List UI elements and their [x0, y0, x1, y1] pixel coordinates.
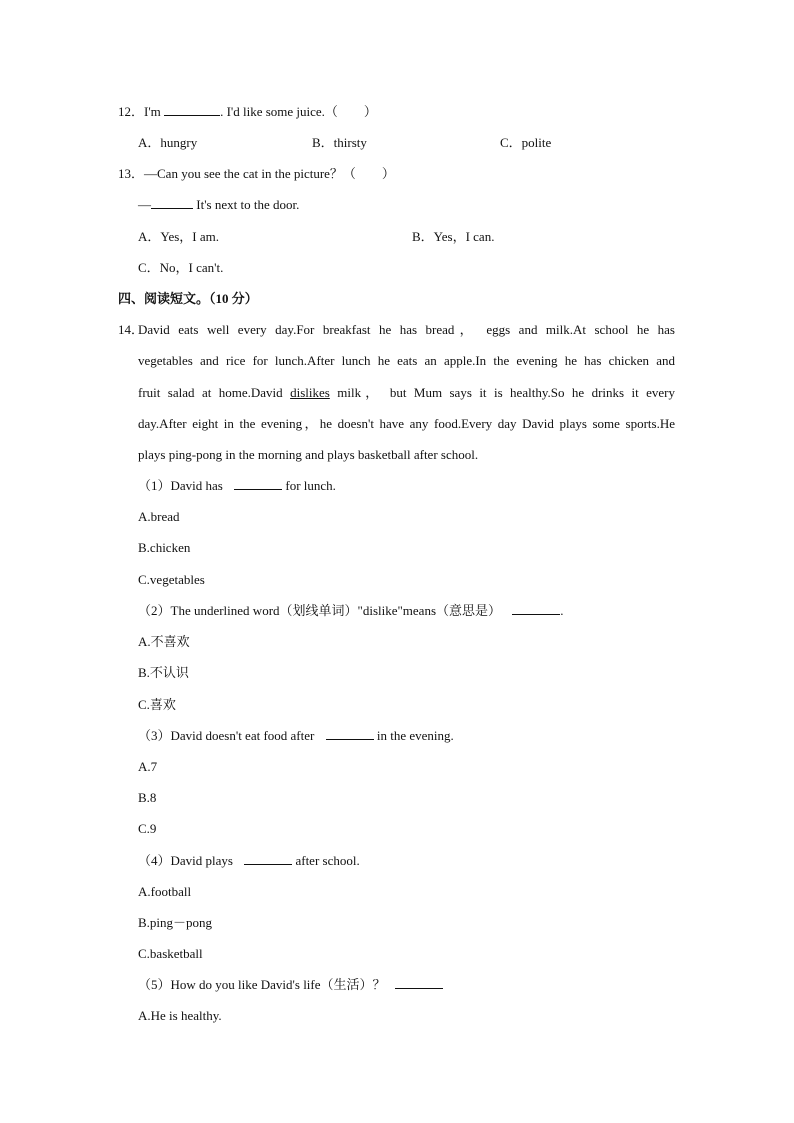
- option-a[interactable]: A.7: [138, 759, 158, 774]
- option-c[interactable]: C.喜欢: [138, 697, 176, 712]
- option-b[interactable]: B．thirsty: [312, 135, 367, 150]
- question-stem-post: . I'd like some juice.（ ）: [220, 104, 377, 119]
- passage-line-5: plays ping-pong in the morning and plays basketball after school.: [138, 447, 479, 462]
- answer-blank[interactable]: [151, 197, 193, 209]
- question-12: [118, 104, 377, 120]
- option-b[interactable]: B．Yes，I can.: [412, 229, 495, 244]
- option-a[interactable]: A.He is healthy.: [138, 1008, 222, 1023]
- option-a[interactable]: A．hungry: [138, 135, 198, 150]
- sub-question-1: [138, 478, 336, 494]
- reply-text: It's next to the door.: [196, 197, 300, 212]
- sub-question-2: [138, 603, 564, 619]
- question-13: [118, 166, 395, 182]
- option-c[interactable]: C．polite: [500, 135, 552, 150]
- sub-question-post: for lunch.: [285, 478, 336, 493]
- option-c[interactable]: C.9: [138, 821, 157, 836]
- sub-question-4: [138, 853, 360, 869]
- sub-question-3: [138, 728, 454, 744]
- underlined-word: dislikes: [290, 385, 330, 400]
- question-number: 12．: [118, 104, 145, 119]
- option-a[interactable]: A.bread: [138, 509, 180, 524]
- option-a[interactable]: A．Yes，I am.: [138, 229, 220, 244]
- passage-line-2: vegetables and rice for lunch.After lunch he eats an apple.In the evening he has chicken and: [138, 353, 675, 368]
- option-c[interactable]: C．No，I can't.: [138, 260, 224, 275]
- sub-question-stem: （5）How do you like David's life（生活）？: [138, 977, 386, 992]
- option-b[interactable]: B.ping－pong: [138, 915, 213, 930]
- passage-line-1: David eats well every day.For breakfast he has bread， eggs and milk.At school he has: [138, 322, 675, 337]
- answer-blank[interactable]: [234, 478, 282, 490]
- sub-question-5: [138, 977, 443, 993]
- sub-question-post: in the evening.: [376, 728, 454, 743]
- answer-blank[interactable]: [395, 977, 443, 989]
- option-b[interactable]: B.不认识: [138, 665, 189, 680]
- sub-question-stem: （1）David has: [138, 478, 223, 493]
- sub-question-stem: （3）David doesn't eat food after: [138, 728, 315, 743]
- option-a[interactable]: A.football: [138, 884, 192, 899]
- dialogue-reply: [138, 197, 299, 213]
- dash: —: [138, 197, 151, 212]
- option-c[interactable]: C.basketball: [138, 946, 203, 961]
- question-stem: —Can you see the cat in the picture？（ ）: [144, 166, 395, 181]
- option-b[interactable]: B.8: [138, 790, 157, 805]
- question-number: 14．: [118, 322, 145, 337]
- passage-line-4: day.After eight in the evening，he doesn't have any food.Every day David plays some sports.He: [138, 416, 675, 431]
- answer-blank[interactable]: [512, 603, 560, 615]
- answer-blank[interactable]: [244, 853, 292, 865]
- sub-question-post: .: [560, 603, 564, 618]
- option-a[interactable]: A.不喜欢: [138, 634, 190, 649]
- sub-question-stem: （2）The underlined word（划线单词）"dislike"means（意思是）: [138, 603, 502, 618]
- question-number: 13．: [118, 166, 145, 181]
- question-stem-pre: I'm: [144, 104, 161, 119]
- answer-blank[interactable]: [326, 728, 374, 740]
- passage-text: fruit salad at home.David: [138, 385, 283, 400]
- passage-line-3: [138, 385, 675, 401]
- sub-question-stem: （4）David plays: [138, 853, 233, 868]
- section-heading: 四、阅读短文。（10 分）: [118, 291, 258, 306]
- passage-text: milk， but Mum says it is healthy.So he drinks it every: [337, 385, 676, 400]
- option-c[interactable]: C.vegetables: [138, 572, 205, 587]
- option-b[interactable]: B.chicken: [138, 540, 191, 555]
- sub-question-post: after school.: [295, 853, 360, 868]
- answer-blank[interactable]: [164, 104, 220, 116]
